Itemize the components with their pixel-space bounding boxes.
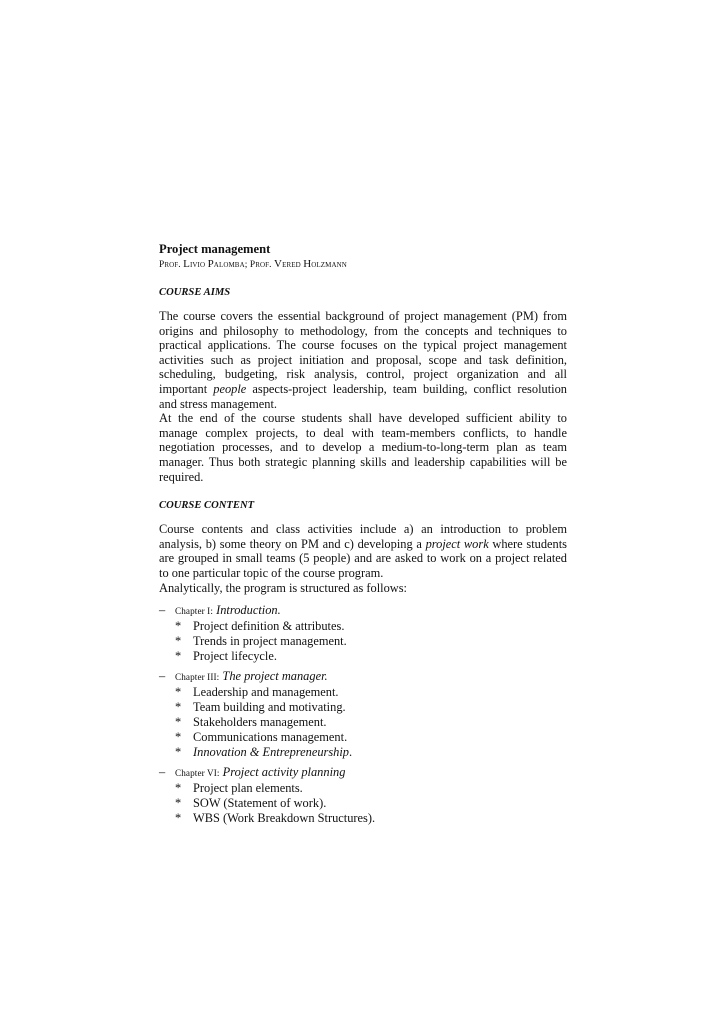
chapter-3-items xyxy=(159,685,567,759)
list-item xyxy=(159,634,567,649)
list-item-text: WBS (Work Breakdown Structures). xyxy=(193,811,376,826)
asterisk-bullet-icon: * xyxy=(175,744,182,759)
chapter-3 xyxy=(159,669,567,759)
asterisk-bullet-icon: * xyxy=(175,811,182,826)
list-item xyxy=(159,700,567,715)
author-2-last-rest: olzmann xyxy=(311,260,347,270)
content-paragraph-1 xyxy=(159,522,567,580)
chapter-name: The project manager. xyxy=(222,669,328,684)
list-item-text: Team building and motivating. xyxy=(193,700,346,715)
dash-bullet-icon: – xyxy=(159,765,166,780)
asterisk-bullet-icon: * xyxy=(175,648,182,663)
list-item-text: Stakeholders management. xyxy=(193,715,327,730)
asterisk-bullet-icon: * xyxy=(175,700,182,715)
asterisk-bullet-icon: * xyxy=(175,781,182,796)
list-item xyxy=(159,619,567,634)
list-item xyxy=(159,685,567,700)
aims-paragraph-1 xyxy=(159,309,567,411)
author-2-first-initial: V xyxy=(274,258,283,270)
list-item xyxy=(159,715,567,730)
author-2-prefix: Prof. xyxy=(249,260,275,270)
list-item-text-italic: Innovation & Entrepreneurship xyxy=(193,744,350,759)
chapter-list xyxy=(159,603,567,826)
author-1-last-rest: alomba; xyxy=(213,260,250,270)
author-1-prefix: Prof. xyxy=(159,260,184,270)
content-paragraph-1-end: where students are grouped in small teams (5 people) and are asked to work on a project related to one particular topic of the course program. xyxy=(159,536,567,580)
chapter-6 xyxy=(159,765,567,825)
author-1-first-rest: ivio xyxy=(189,260,208,270)
list-item-text: Trends in project management. xyxy=(193,633,347,648)
aims-paragraph-1-end: aspects-project leadership, team building, conflict resolution and stress management. xyxy=(159,381,567,411)
course-authors xyxy=(159,258,567,271)
list-item-text: Communications management. xyxy=(193,729,348,744)
list-item-text: Project plan elements. xyxy=(193,781,303,796)
asterisk-bullet-icon: * xyxy=(175,685,182,700)
list-item xyxy=(159,745,567,760)
asterisk-bullet-icon: * xyxy=(175,633,182,648)
chapter-name: Project activity planning xyxy=(222,765,346,780)
list-item xyxy=(159,796,567,811)
chapter-6-heading xyxy=(159,765,567,781)
chapter-3-heading xyxy=(159,669,567,685)
list-item xyxy=(159,811,567,826)
list-item-suffix: . xyxy=(349,744,353,759)
list-item-text: SOW (Statement of work). xyxy=(193,796,327,811)
document-page xyxy=(159,242,567,832)
chapter-label: Chapter III: xyxy=(175,672,220,683)
content-paragraph-1-start: Course contents and class activities include a) an introduction to problem analysis, b) some theory on PM and c) developing a xyxy=(159,522,567,551)
author-1-first-initial: L xyxy=(183,258,190,270)
list-item xyxy=(159,649,567,664)
chapter-1-heading xyxy=(159,603,567,619)
list-item-text: Project definition & attributes. xyxy=(193,619,345,634)
chapter-1-items xyxy=(159,619,567,663)
asterisk-bullet-icon: * xyxy=(175,619,182,634)
aims-paragraph-1-start: The course covers the essential background of project management (PM) from origins and philosophy to methodology, from the concepts and techniques to practical applications. The course focuses on the typical project management activities such as project initiation and proposal, scope and task definition, scheduling, budgeting, risk analysis, control, project organization and all important xyxy=(159,309,567,396)
dash-bullet-icon: – xyxy=(159,603,166,618)
asterisk-bullet-icon: * xyxy=(175,715,182,730)
aims-paragraph-1-emphasis: people xyxy=(213,381,247,396)
course-title: Project management xyxy=(159,242,271,256)
content-paragraph-1-emphasis: project work xyxy=(425,536,489,551)
chapter-1 xyxy=(159,603,567,663)
list-item xyxy=(159,781,567,796)
list-item xyxy=(159,730,567,745)
aims-heading: COURSE AIMS xyxy=(159,287,231,298)
author-2-first-rest: ered xyxy=(282,260,304,270)
content-paragraph-2: Analytically, the program is structured as follows: xyxy=(159,580,407,595)
asterisk-bullet-icon: * xyxy=(175,796,182,811)
chapter-label: Chapter I: xyxy=(175,606,213,617)
author-2-last-initial: H xyxy=(303,258,312,270)
list-item-text: Leadership and management. xyxy=(193,685,339,700)
author-1-last-initial: P xyxy=(207,258,214,270)
content-heading: COURSE CONTENT xyxy=(159,500,255,512)
chapter-6-items xyxy=(159,781,567,825)
chapter-label: Chapter VI: xyxy=(175,768,220,779)
list-item-text: Project lifecycle. xyxy=(193,648,277,663)
chapter-name: Introduction. xyxy=(216,603,281,618)
asterisk-bullet-icon: * xyxy=(175,729,182,744)
aims-paragraph-2: At the end of the course students shall have developed sufficient ability to manage complex projects, to deal with team-members conflicts, to handle negotiation processes, and to develop a medium-to-long-term plan as team manager. Thus both strategic planning skills and leadership capabilities will be required. xyxy=(159,411,567,484)
dash-bullet-icon: – xyxy=(159,669,166,684)
